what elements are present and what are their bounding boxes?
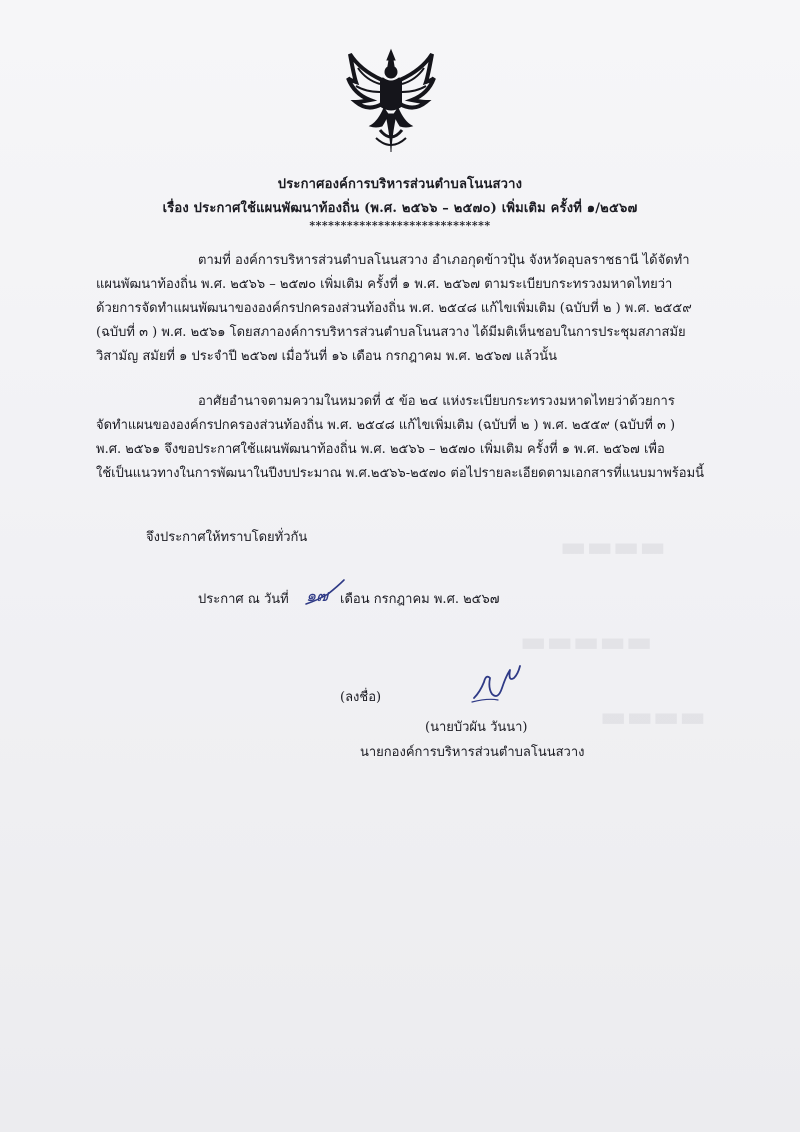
title-separator: ***************************** [309,219,491,232]
paragraph-line: ใช้เป็นแนวทางในการพัฒนาในปีงบประมาณ พ.ศ.๒๕๖๖-๒๕๗๐ ต่อไปรายละเอียดตามเอกสารที่แนบมาพร้อมนี้ [96,466,705,481]
announcement-date-prefix: ประกาศ ณ วันที่ [198,592,289,607]
paragraph-line: พ.ศ. ๒๕๖๑ จึงขอประกาศใช้แผนพัฒนาท้องถิ่น พ.ศ. ๒๕๖๖ – ๒๕๗๐ เพิ่มเติม ครั้งที่ ๑ พ.ศ. ๒๕๖๗ เพื่อ [96,442,665,457]
closing-line: จึงประกาศให้ทราบโดยทั่วกัน [146,530,308,545]
document-title: ประกาศองค์การบริหารส่วนตำบลโนนสวาง [277,177,523,192]
show-through-shadow: ▬▬▬▬ [600,700,706,733]
paragraph-line: (ฉบับที่ ๓ ) พ.ศ. ๒๕๖๑ โดยสภาองค์การบริหารส่วนตำบลโนนสวาง ได้มีมติเห็นชอบในการประชุมสภาสมัย [96,325,686,340]
document-subject: เรื่อง ประกาศใช้แผนพัฒนาท้องถิ่น (พ.ศ. ๒๕๖๖ – ๒๕๗๐) เพิ่มเติม ครั้งที่ ๑/๒๕๖๗ [162,201,638,216]
paragraph-line: ด้วยการจัดทำแผนพัฒนาขององค์กรปกครองส่วนท้องถิ่น พ.ศ. ๒๕๔๘ แก้ไขเพิ่มเติม (ฉบับที่ ๒ ) พ.ศ. ๒๕๕๙ [96,301,692,316]
show-through-shadow: ▬▬▬▬ [560,530,666,563]
handwritten-signature-icon [468,662,528,707]
paragraph-line: จัดทำแผนขององค์กรปกครองส่วนท้องถิ่น พ.ศ. ๒๕๔๘ แก้ไขเพิ่มเติม (ฉบับที่ ๒ ) พ.ศ. ๒๕๕๙ (ฉบับที่ ๓ ) [96,418,676,433]
sign-label: (ลงชื่อ) [340,690,382,705]
paragraph-line: วิสามัญ สมัยที่ ๑ ประจำปี ๒๕๖๗ เมื่อวันที่ ๑๖ เดือน กรกฎาคม พ.ศ. ๒๕๖๗ แล้วนั้น [96,349,558,364]
garuda-emblem-icon [346,48,436,154]
announcement-date-suffix: เดือน กรกฎาคม พ.ศ. ๒๕๖๗ [340,592,500,607]
paragraph-line: ตามที่ องค์การบริหารส่วนตำบลโนนสวาง อำเภอกุดข้าวปุ้น จังหวัดอุบลราชธานี ได้จัดทำ [198,253,690,268]
announcement-date-day: ๑๗ [306,586,329,605]
paragraph-line: อาศัยอำนาจตามความในหมวดที่ ๕ ข้อ ๒๔ แห่งระเบียบกระทรวงมหาดไทยว่าด้วยการ [198,394,675,409]
show-through-shadow: ▬▬▬▬▬ [520,625,653,658]
signatory-name: (นายบัวผัน วันนา) [425,720,528,735]
paragraph-line: แผนพัฒนาท้องถิ่น พ.ศ. ๒๕๖๖ – ๒๕๗๐ เพิ่มเติม ครั้งที่ ๑ พ.ศ. ๒๕๖๗ ตามระเบียบกระทรวงมหาดไทยว่า [96,277,673,292]
signatory-position: นายกองค์การบริหารส่วนตำบลโนนสวาง [360,745,585,760]
